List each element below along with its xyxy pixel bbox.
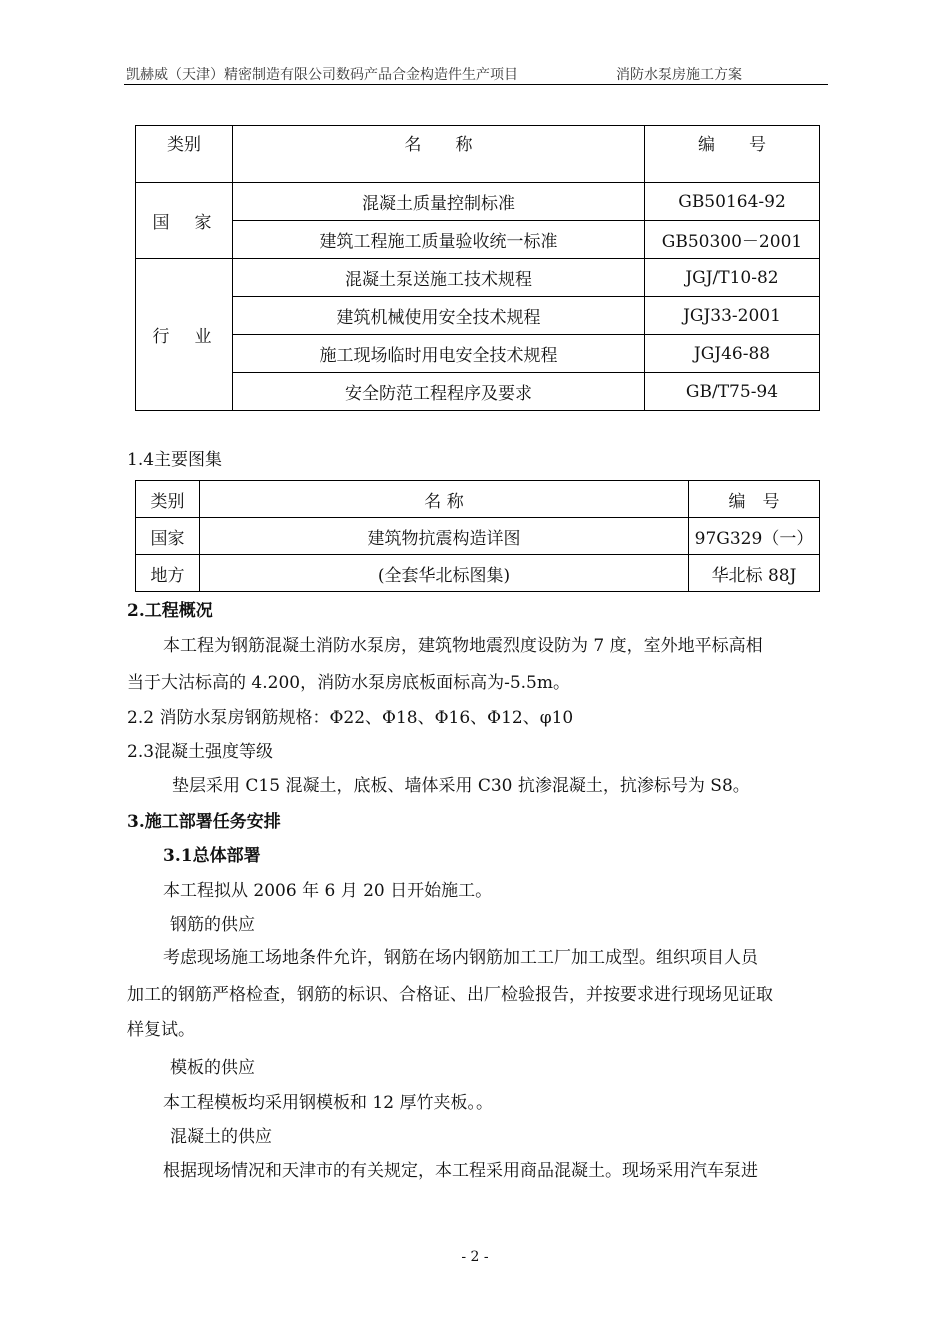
subsection-title: 模板的供应 [170, 1058, 255, 1078]
section-2-3-title: 2.3混凝土强度等级 [127, 742, 274, 762]
table-row [136, 183, 820, 221]
paragraph-line: 加工的钢筋严格检查，钢筋的标识、合格证、出厂检验报告，并按要求进行现场见证取 [127, 985, 773, 1005]
table-row [136, 373, 820, 411]
drawing-name: (全套华北标图集) [200, 555, 689, 592]
section-1-4-title: 1.4主要图集 [127, 450, 223, 470]
header-code: 编 号 [689, 481, 820, 518]
standard-name: 安全防范工程程序及要求 [233, 373, 645, 411]
header-category: 类别 [136, 126, 233, 183]
paragraph-line: 考虑现场施工场地条件允许，钢筋在场内钢筋加工工厂加工成型。组织项目人员 [163, 948, 758, 968]
subsection-title: 钢筋的供应 [170, 915, 255, 935]
standard-code: GB50164-92 [645, 183, 820, 221]
table-header-row [136, 126, 820, 183]
section-3-1-heading: 3.1总体部署 [163, 846, 261, 866]
section-2-heading: 2.工程概况 [127, 601, 213, 621]
page-header [124, 64, 828, 85]
standard-code: GB50300－2001 [645, 221, 820, 259]
standard-code: JGJ/T10-82 [645, 259, 820, 297]
standard-code: JGJ33-2001 [645, 297, 820, 335]
paragraph-line: 根据现场情况和天津市的有关规定，本工程采用商品混凝土。现场采用汽车泵进 [163, 1161, 758, 1181]
header-name: 名 称 [200, 481, 689, 518]
drawing-code: 97G329（一） [689, 518, 820, 555]
header-document-title: 消防水泵房施工方案 [616, 67, 742, 83]
category-national: 国 家 [136, 183, 233, 259]
paragraph-line: 当于大沽标高的 4.200，消防水泵房底板面标高为-5.5m。 [127, 673, 570, 693]
table-row [136, 518, 820, 555]
table-header-row [136, 481, 820, 518]
table-row [136, 335, 820, 373]
paragraph-line: 垫层采用 C15 混凝土，底板、墙体采用 C30 抗渗混凝土，抗渗标号为 S8。 [172, 776, 750, 796]
standard-code: JGJ46-88 [645, 335, 820, 373]
paragraph-line: 本工程拟从 2006 年 6 月 20 日开始施工。 [163, 881, 493, 901]
subsection-title: 混凝土的供应 [170, 1127, 272, 1147]
standard-name: 混凝土质量控制标准 [233, 183, 645, 221]
standard-name: 建筑工程施工质量验收统一标准 [233, 221, 645, 259]
table-row [136, 555, 820, 592]
category-industry: 行 业 [136, 259, 233, 411]
paragraph-line: 本工程为钢筋混凝土消防水泵房，建筑物地震烈度设防为 7 度，室外地平标高相 [163, 636, 763, 656]
header-category: 类别 [136, 481, 200, 518]
section-3-heading: 3.施工部署任务安排 [127, 812, 281, 832]
table-row [136, 259, 820, 297]
paragraph-line: 样复试。 [127, 1020, 195, 1040]
standard-name: 建筑机械使用安全技术规程 [233, 297, 645, 335]
drawing-code: 华北标 88J [689, 555, 820, 592]
drawing-category: 地方 [136, 555, 200, 592]
header-code: 编 号 [645, 126, 820, 183]
header-name: 名 称 [233, 126, 645, 183]
page-number: - 2 - [461, 1249, 489, 1265]
drawings-table [135, 480, 820, 592]
header-project-title: 凯赫威（天津）精密制造有限公司数码产品合金构造件生产项目 [126, 67, 518, 83]
paragraph-line: 本工程模板均采用钢模板和 12 厚竹夹板。。 [163, 1093, 493, 1113]
standards-table [135, 125, 820, 411]
drawing-category: 国家 [136, 518, 200, 555]
section-2-2-line: 2.2 消防水泵房钢筋规格：Φ22、Φ18、Φ16、Φ12、φ10 [127, 708, 574, 728]
standard-name: 混凝土泵送施工技术规程 [233, 259, 645, 297]
table-row [136, 221, 820, 259]
drawing-name: 建筑物抗震构造详图 [200, 518, 689, 555]
table-row [136, 297, 820, 335]
standard-code: GB/T75-94 [645, 373, 820, 411]
standard-name: 施工现场临时用电安全技术规程 [233, 335, 645, 373]
